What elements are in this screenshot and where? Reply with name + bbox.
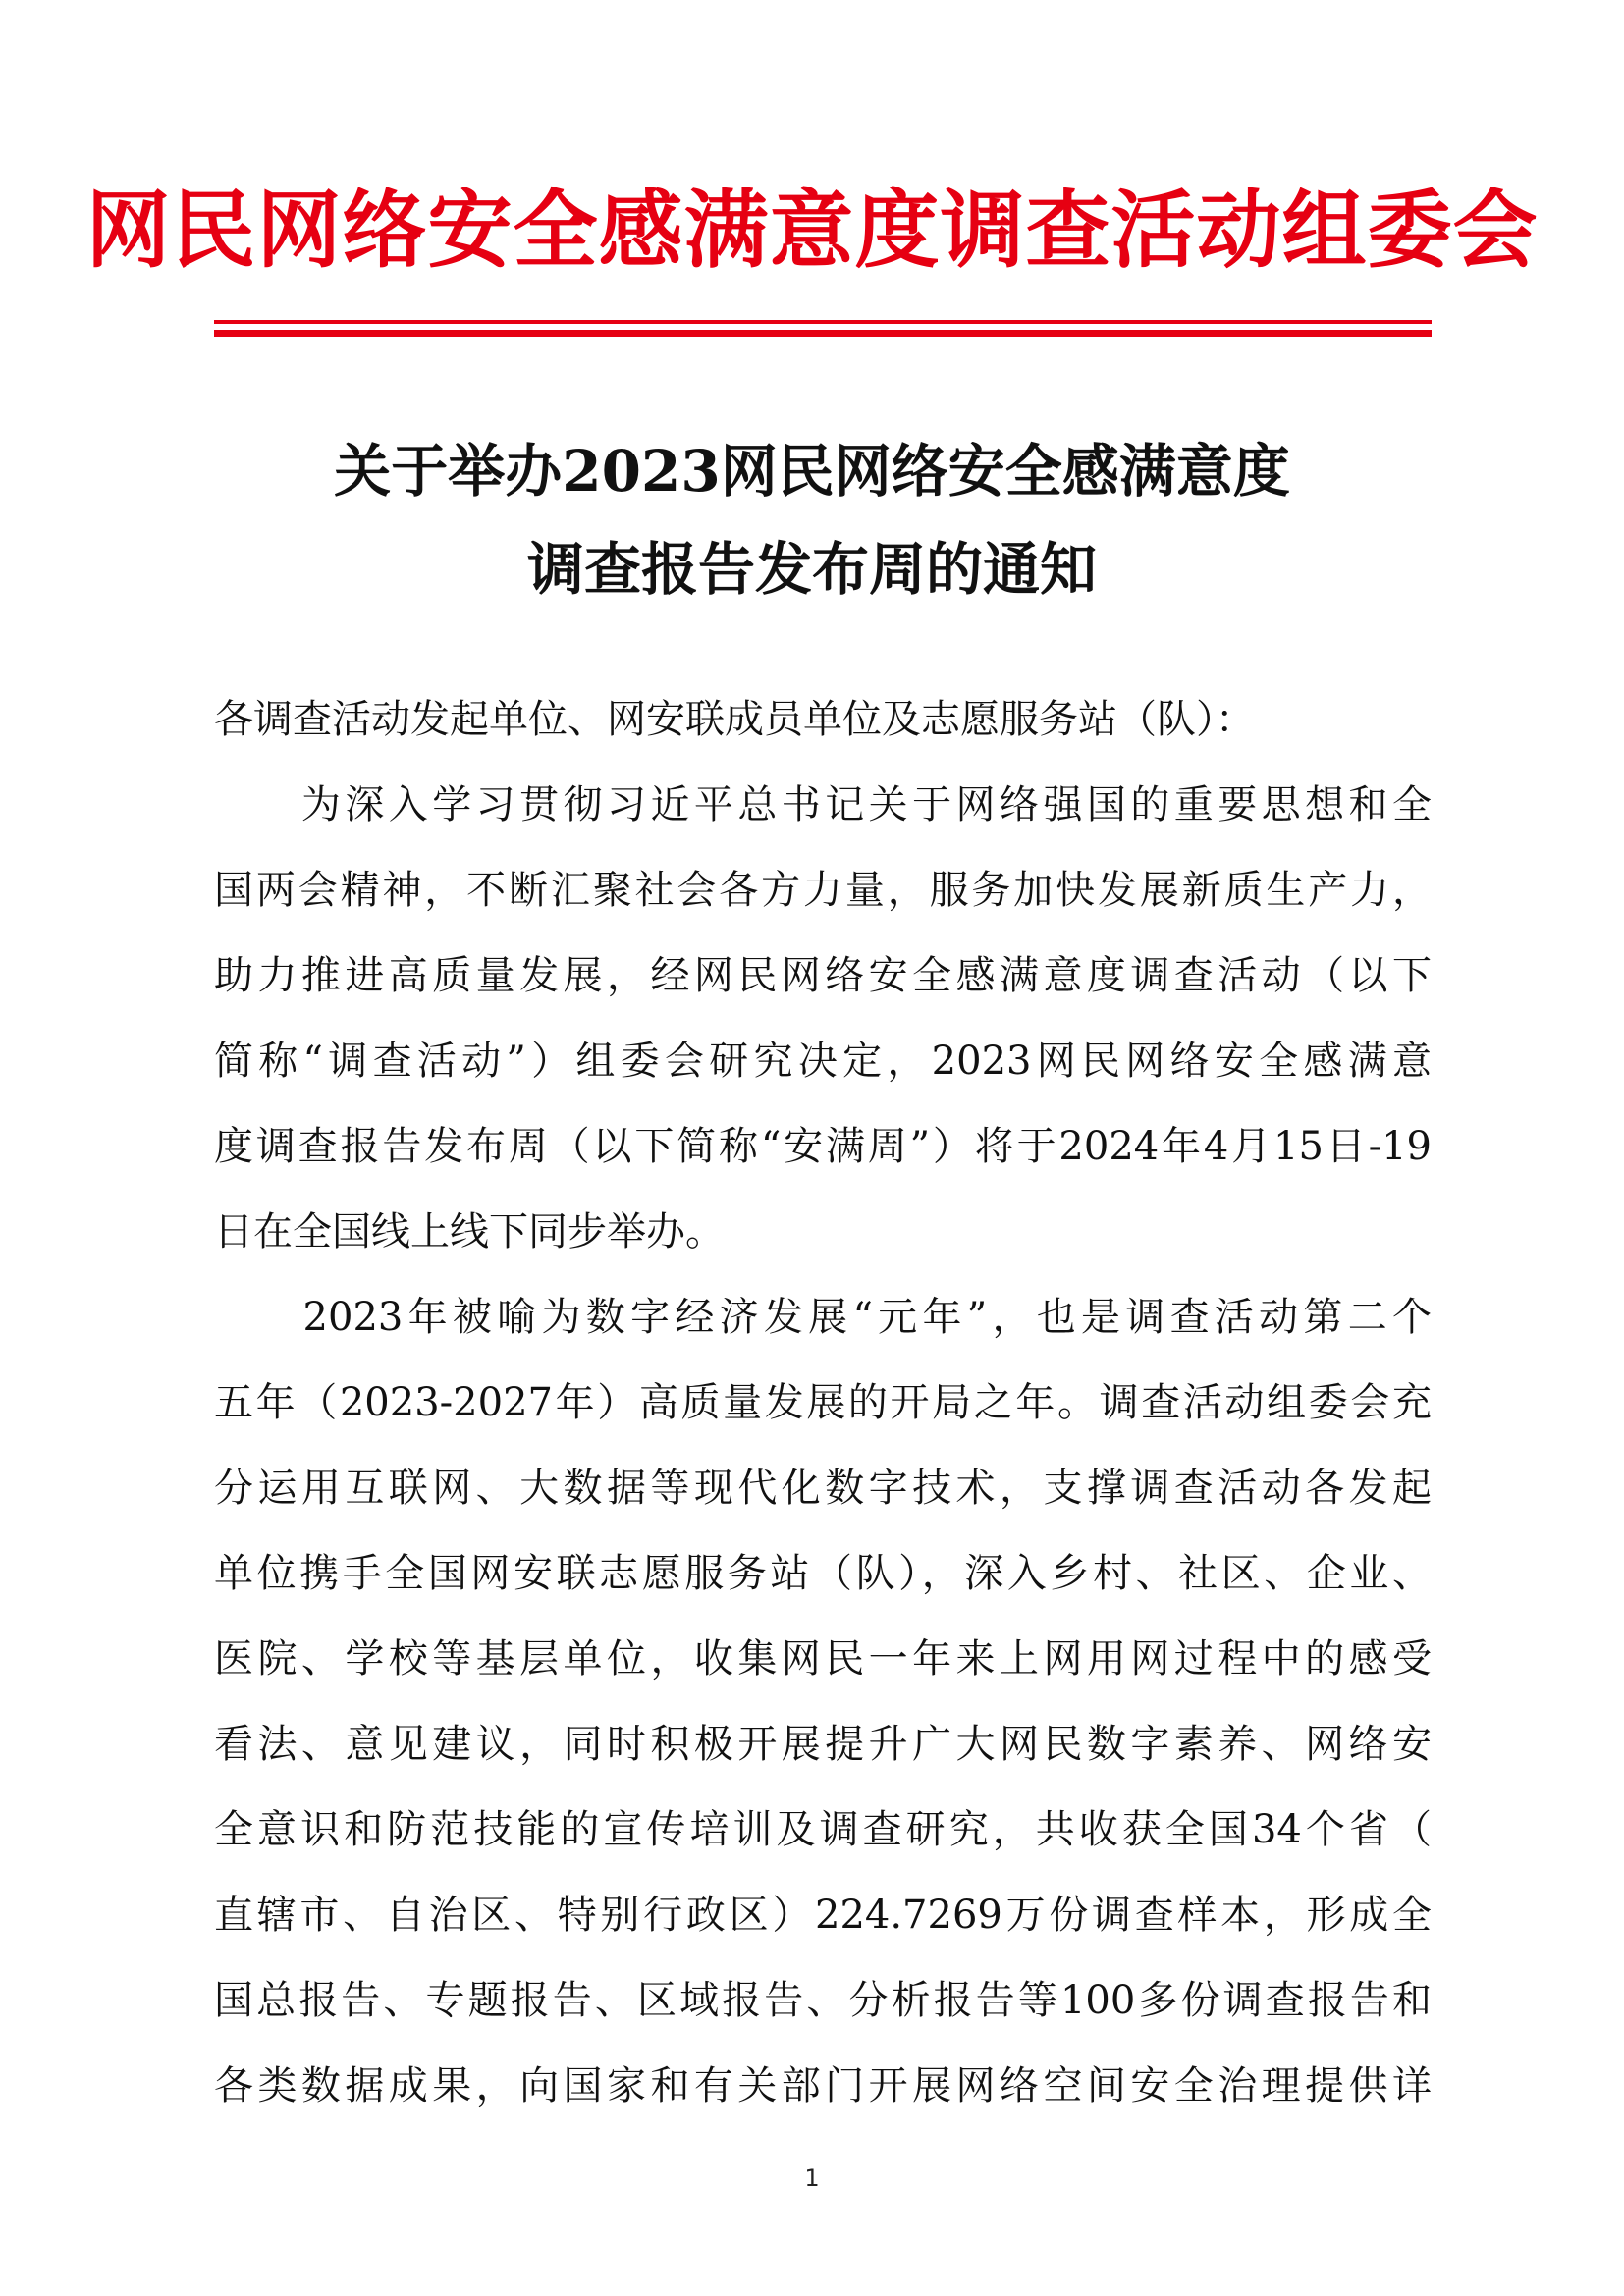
body-line: 度调查报告发布周（以下简称“安满周”）将于2024年4月15日-19 [214, 1124, 1432, 1169]
body-line: 各类数据成果，向国家和有关部门开展网络空间安全治理提供详 [214, 2063, 1432, 2109]
body-line: 简称“调查活动”）组委会研究决定，2023网民网络安全感满意 [214, 1039, 1432, 1084]
body-line: 直辖市、自治区、特别行政区）224.7269万份调查样本，形成全 [214, 1893, 1432, 1938]
body-line: 医院、学校等基层单位，收集网民一年来上网用网过程中的感受 [214, 1636, 1432, 1682]
body-line: 单位携手全国网安联志愿服务站（队），深入乡村、社区、企业、 [214, 1551, 1432, 1596]
notice-title-line-2: 调查报告发布周的通知 [526, 536, 1097, 603]
body-line: 看法、意见建议，同时积极开展提升广大网民数字素养、网络安 [214, 1722, 1432, 1767]
body-line: 五年（2023-2027年）高质量发展的开局之年。调查活动组委会充 [214, 1380, 1432, 1425]
body-line: 2023年被喻为数字经济发展“元年”，也是调查活动第二个 [214, 1295, 1432, 1340]
organization-header: 网民网络安全感满意度调查活动组委会 [85, 182, 1539, 280]
body-line: 国总报告、专题报告、区域报告、分析报告等100多份调查报告和 [214, 1978, 1432, 2023]
notice-body [214, 677, 1432, 2129]
notice-title-line-1: 关于举办2023网民网络安全感满意度 [334, 438, 1290, 505]
body-line: 助力推进高质量发展，经网民网络安全感满意度调查活动（以下 [214, 953, 1432, 998]
header-rule-thin [214, 320, 1432, 324]
body-line: 全意识和防范技能的宣传培训及调查研究，共收获全国34个省（ [214, 1807, 1432, 1852]
header-rule-thick [214, 330, 1432, 337]
body-line: 日在全国线上线下同步举办。 [214, 1209, 725, 1255]
body-line: 为深入学习贯彻习近平总书记关于网络强国的重要思想和全 [214, 782, 1432, 828]
body-line: 分运用互联网、大数据等现代化数字技术，支撑调查活动各发起 [214, 1466, 1432, 1511]
body-line: 国两会精神，不断汇聚社会各方力量，服务加快发展新质生产力， [214, 868, 1432, 913]
salutation-line: 各调查活动发起单位、网安联成员单位及志愿服务站（队）： [214, 697, 1255, 742]
page-number: 1 [804, 2164, 820, 2192]
